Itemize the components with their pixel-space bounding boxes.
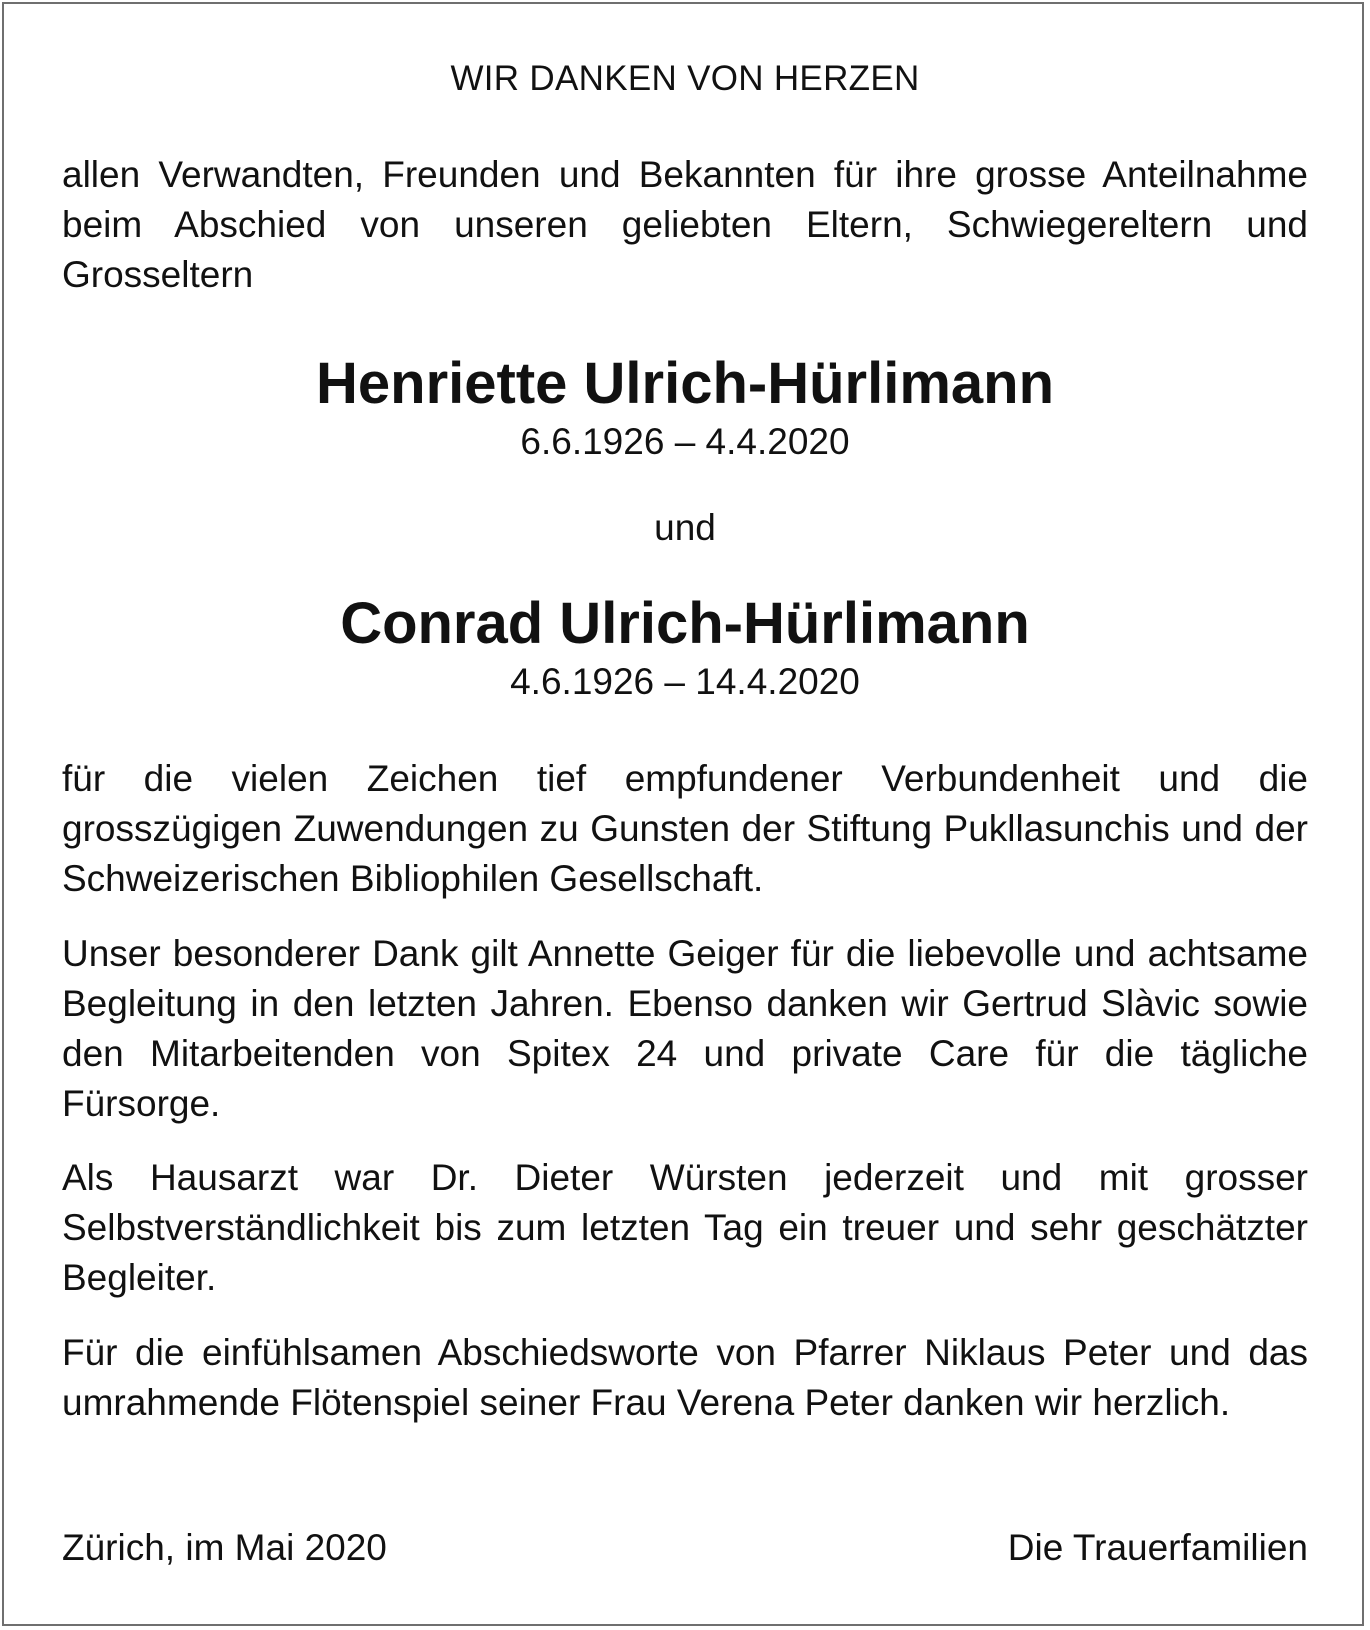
- signature: Die Trauerfamilien: [1007, 1527, 1308, 1568]
- deceased-dates-2: 4.6.1926 – 14.4.2020: [510, 661, 860, 702]
- conjunction: und: [654, 507, 716, 548]
- intro-paragraph: allen Verwandten, Freunden und Bekannten für ihre grosse Anteilnahme beim Abschied von unseren geliebten Eltern, Schwiegereltern und Grosseltern: [62, 154, 1308, 295]
- thanks-paragraph-4: Für die einfühlsamen Abschiedsworte von Pfarrer Niklaus Peter und das umrahmende Flötenspiel seiner Frau Verena Peter danken wir herzlich.: [62, 1332, 1308, 1423]
- thanks-paragraph-2: Unser besonderer Dank gilt Annette Geiger für die liebevolle und achtsame Begleitung in den letzten Jahren. Ebenso danken wir Gertrud Slàvic sowie den Mitarbeitenden von Spitex 24 und private Care für die tägliche Fürsorge.: [62, 933, 1308, 1124]
- thanks-paragraph-1: für die vielen Zeichen tief empfundener Verbundenheit und die grosszügigen Zuwendungen zu Gunsten der Stiftung Pukllasunchis und der Schweizerischen Bibliophilen Gesellschaft.: [62, 758, 1308, 899]
- notice-headline: WIR DANKEN VON HERZEN: [450, 59, 920, 98]
- thanks-paragraph-3: Als Hausarzt war Dr. Dieter Würsten jederzeit und mit grosser Selbstverständlichkeit bis zum letzten Tag ein treuer und sehr geschätzter Begleiter.: [62, 1157, 1308, 1298]
- place-date: Zürich, im Mai 2020: [62, 1527, 387, 1568]
- deceased-name-1: Henriette Ulrich-Hürlimann: [316, 351, 1054, 416]
- deceased-name-2: Conrad Ulrich-Hürlimann: [340, 591, 1030, 656]
- deceased-dates-1: 6.6.1926 – 4.4.2020: [520, 421, 850, 462]
